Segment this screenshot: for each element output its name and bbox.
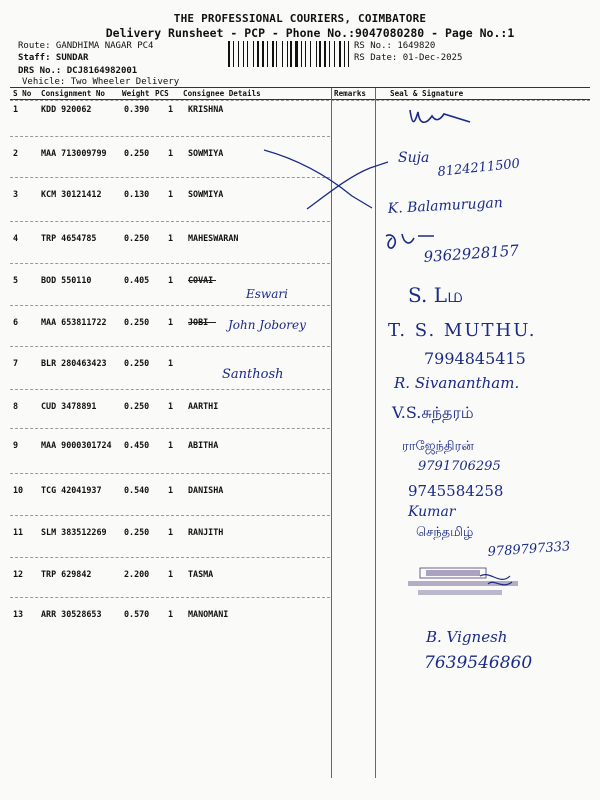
hw-row9-phone: 9791706295 <box>418 459 501 474</box>
rs-number: RS No.: 1649820 <box>354 41 436 51</box>
barcode <box>228 41 350 67</box>
barcode-bar <box>269 41 271 67</box>
cell-pcs: 1 <box>168 189 174 199</box>
cell-sno: 10 <box>13 485 24 495</box>
hw-row8-sign: V.S.சுந்தரம் <box>392 403 474 422</box>
barcode-bar <box>275 41 276 67</box>
cell-pcs: 1 <box>168 440 174 450</box>
hw-row13-name: B. Vignesh <box>426 628 508 646</box>
table-row <box>10 275 590 299</box>
company-title: THE PROFESSIONAL COURIERS, COIMBATORE <box>173 12 427 25</box>
cell-consignee: SOWMIYA <box>188 189 224 199</box>
hw-row7-consignee: Santhosh <box>222 367 284 382</box>
table-row <box>10 527 590 551</box>
table-row <box>10 104 590 128</box>
row-separator <box>10 557 330 558</box>
cell-consignee: KRISHNA <box>188 104 224 114</box>
barcode-bar <box>316 41 317 67</box>
barcode-bar <box>267 41 268 67</box>
barcode-bar <box>287 41 288 67</box>
hw-row2-name: Suja <box>398 150 430 166</box>
barcode-bar <box>278 41 281 67</box>
row-separator <box>10 597 330 598</box>
barcode-bar <box>290 41 292 67</box>
barcode-bar <box>282 41 283 67</box>
cell-consignee: JOBI <box>188 317 209 327</box>
table-row <box>10 233 590 257</box>
col-weight: Weight <box>122 89 150 98</box>
barcode-bar <box>245 41 246 67</box>
barcode-bar <box>312 41 315 67</box>
hw-row6-consignee: John Joborey <box>228 318 306 332</box>
row-separator <box>10 473 330 474</box>
cell-consignment: ARR 30528653 <box>41 609 102 619</box>
barcode-bar <box>247 41 249 67</box>
table-row <box>10 609 590 633</box>
hw-row9-sign: ராஜேந்திரன் <box>402 439 474 454</box>
barcode-bar <box>257 41 259 67</box>
cell-pcs: 1 <box>168 358 174 368</box>
cell-sno: 4 <box>13 233 19 243</box>
cell-pcs: 1 <box>168 275 174 285</box>
cell-weight: 0.250 <box>124 358 150 368</box>
barcode-bar <box>276 41 277 67</box>
cell-consignment: MAA 9000301724 <box>41 440 112 450</box>
covai-strike <box>188 280 216 281</box>
hw-row13-phone: 7639546860 <box>424 653 533 673</box>
cell-sno: 2 <box>13 148 19 158</box>
table-row <box>10 189 590 213</box>
hw-row7-phone: 7994845415 <box>424 349 526 368</box>
row-separator <box>10 515 330 516</box>
cell-weight: 0.250 <box>124 233 150 243</box>
cell-consignee: COVAI <box>188 275 214 285</box>
barcode-bar <box>231 41 232 67</box>
header-top-rule <box>10 87 590 88</box>
cell-weight: 0.250 <box>124 148 150 158</box>
cell-pcs: 1 <box>168 233 174 243</box>
barcode-bar <box>243 41 244 67</box>
cell-weight: 0.390 <box>124 104 150 114</box>
col-pcs: PCS <box>155 89 169 98</box>
barcode-bar <box>327 41 328 67</box>
col-consignment: Consignment No <box>41 89 106 98</box>
cell-consignment: TRP 4654785 <box>41 233 97 243</box>
cell-pcs: 1 <box>168 104 174 114</box>
runsheet-title: Delivery Runsheet - PCP - Phone No.:9047080280 - Page No.:1 <box>105 26 515 40</box>
hw-row10-name: Kumar <box>408 504 456 520</box>
cell-weight: 0.250 <box>124 317 150 327</box>
barcode-bar <box>324 41 326 67</box>
cell-pcs: 1 <box>168 527 174 537</box>
cell-pcs: 1 <box>168 609 174 619</box>
cell-pcs: 1 <box>168 485 174 495</box>
table-row <box>10 440 590 464</box>
barcode-bar <box>348 41 349 67</box>
barcode-bar <box>235 41 238 67</box>
cell-consignment: BOD 550110 <box>41 275 92 285</box>
cell-consignment: MAA 653811722 <box>41 317 107 327</box>
barcode-bar <box>249 41 252 67</box>
cell-consignment: KDD 920062 <box>41 104 92 114</box>
row-separator <box>10 136 330 137</box>
cell-weight: 2.200 <box>124 569 150 579</box>
barcode-bar <box>299 41 300 67</box>
barcode-bar <box>240 41 242 67</box>
hw-row11-phone: 9789797333 <box>487 539 571 560</box>
barcode-bar <box>253 41 254 67</box>
cell-weight: 0.405 <box>124 275 150 285</box>
vehicle-label: Vehicle: Two Wheeler Delivery <box>22 77 180 87</box>
cell-consignee: ABITHA <box>188 440 219 450</box>
cell-consignment: KCM 30121412 <box>41 189 102 199</box>
route-label: Route: GANDHIMA NAGAR PC4 <box>18 41 154 51</box>
barcode-bar <box>233 41 234 67</box>
cell-consignee: MAHESWARAN <box>188 233 239 243</box>
col-consignee: Consignee Details <box>183 89 261 98</box>
cell-consignment: SLM 383512269 <box>41 527 107 537</box>
row-separator <box>10 177 330 178</box>
barcode-bar <box>262 41 265 67</box>
cell-sno: 8 <box>13 401 19 411</box>
barcode-bar <box>322 41 323 67</box>
barcode-bar <box>334 41 335 67</box>
barcode-bar <box>238 41 239 67</box>
cell-consignee: TASMA <box>188 569 214 579</box>
row-separator <box>10 346 330 347</box>
staff-label: Staff: SUNDAR <box>18 53 89 63</box>
cell-consignee: SOWMIYA <box>188 148 224 158</box>
barcode-bar <box>295 41 298 67</box>
cell-sno: 6 <box>13 317 19 327</box>
barcode-bar <box>272 41 274 67</box>
cell-pcs: 1 <box>168 401 174 411</box>
barcode-bar <box>284 41 286 67</box>
row-separator <box>10 221 330 222</box>
barcode-bar <box>293 41 294 67</box>
cell-pcs: 1 <box>168 317 174 327</box>
hw-row4-phone: 9362928157 <box>423 241 520 266</box>
cell-sno: 13 <box>13 609 24 619</box>
cell-weight: 0.250 <box>124 527 150 537</box>
barcode-bar <box>345 41 347 67</box>
barcode-bar <box>228 41 230 67</box>
col-sno: S No <box>13 89 32 98</box>
barcode-bar <box>319 41 321 67</box>
barcode-bar <box>303 41 304 67</box>
cell-sno: 12 <box>13 569 24 579</box>
barcode-bar <box>289 41 290 67</box>
cell-sno: 11 <box>13 527 24 537</box>
table-row <box>10 401 590 425</box>
cell-weight: 0.450 <box>124 440 150 450</box>
cell-sno: 9 <box>13 440 19 450</box>
barcode-bar <box>336 41 338 67</box>
table-row <box>10 358 590 382</box>
cell-consignee: RANJITH <box>188 527 224 537</box>
rs-date: RS Date: 01-Dec-2025 <box>354 53 463 63</box>
col-remarks: Remarks <box>334 89 367 98</box>
hw-row5-sign: S. Lம <box>408 283 464 307</box>
hw-row5-consignee: Eswari <box>246 287 288 301</box>
barcode-bar <box>310 41 311 67</box>
cell-weight: 0.570 <box>124 609 150 619</box>
barcode-bar <box>344 41 345 67</box>
barcode-bar <box>305 41 306 67</box>
hw-row6-sign: T. S. MUTHU. <box>388 320 537 341</box>
barcode-bar <box>265 41 266 67</box>
hw-row10-phone: 9745584258 <box>408 482 504 500</box>
row-separator <box>10 263 330 264</box>
cell-pcs: 1 <box>168 148 174 158</box>
barcode-bar <box>329 41 330 67</box>
cell-sno: 5 <box>13 275 19 285</box>
cell-sno: 7 <box>13 358 19 368</box>
delivery-seal-stamp <box>402 566 522 602</box>
jobi-strike <box>188 322 216 323</box>
table-row <box>10 148 590 172</box>
cell-consignment: MAA 713009799 <box>41 148 107 158</box>
barcode-bar <box>307 41 309 67</box>
hw-row3-name: K. Balamurugan <box>387 194 504 217</box>
cell-consignment: TCG 42041937 <box>41 485 102 495</box>
cell-weight: 0.130 <box>124 189 150 199</box>
cell-consignment: BLR 280463423 <box>41 358 107 368</box>
barcode-bar <box>301 41 303 67</box>
barcode-bar <box>331 41 334 67</box>
barcode-bar <box>317 41 318 67</box>
row-separator <box>10 389 330 390</box>
row-separator <box>10 305 330 306</box>
barcode-bar <box>260 41 261 67</box>
table-row <box>10 317 590 341</box>
cell-weight: 0.250 <box>124 401 150 411</box>
cell-consignment: TRP 629842 <box>41 569 92 579</box>
barcode-bar <box>342 41 343 67</box>
row-separator <box>10 428 330 429</box>
hw-row7-sign: R. Sivanantham. <box>394 374 520 392</box>
cell-weight: 0.540 <box>124 485 150 495</box>
cell-pcs: 1 <box>168 569 174 579</box>
cell-consignment: CUD 3478891 <box>41 401 97 411</box>
barcode-bar <box>339 41 341 67</box>
cell-sno: 1 <box>13 104 19 114</box>
barcode-bar <box>255 41 256 67</box>
col-seal-signature: Seal & Signature <box>390 89 464 98</box>
cell-consignee: DANISHA <box>188 485 224 495</box>
hw-row2-phone: 8124211500 <box>436 156 521 180</box>
cell-consignee: AARTHI <box>188 401 219 411</box>
drs-number: DRS No.: DCJ8164982001 <box>18 66 138 76</box>
cell-sno: 3 <box>13 189 19 199</box>
table-row <box>10 485 590 509</box>
header-dash-rule <box>10 100 590 101</box>
cell-consignee: MANOMANI <box>188 609 229 619</box>
hw-row11-sign: செந்தமிழ் <box>416 525 474 540</box>
